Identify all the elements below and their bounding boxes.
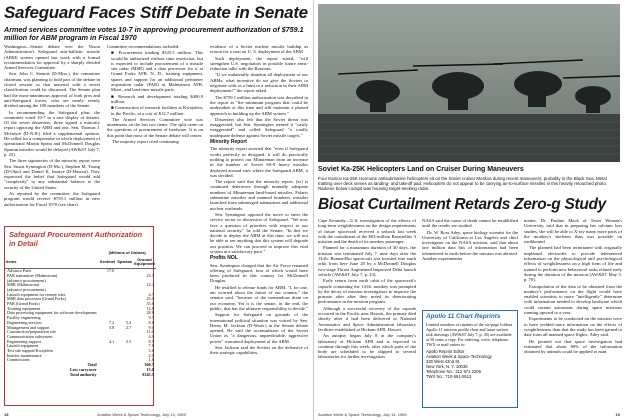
table-cell: Training equipment bbox=[7, 305, 40, 311]
right-column-1 bbox=[318, 218, 416, 408]
unit-header: (Millions of Dollars) bbox=[108, 250, 146, 255]
paragraph: As reported by the committee, the Safeguard program would receive $759.1 million in new authorization for Fiscal 1970 (see chart). bbox=[4, 191, 100, 207]
right-column-2 bbox=[422, 218, 518, 308]
table-cell: Data processing equipment for software development bbox=[7, 310, 97, 316]
table-authority-row: Total authority $345.5 bbox=[69, 371, 154, 377]
paragraph: Washington—Senate debate over the Nixon Administration's Safeguard anti-ballistic missile (ABM) system opened last week with a formal recommendation for approval by a sharply divided Armed Services Committee. bbox=[4, 44, 100, 71]
paragraph: Early return from earth orbit of the spacecraft's capsule containing the 14-lb. monkey was prompted by the decay of mission investigators to improve the primate after after they noted its deteriorating performance in the mission program. bbox=[318, 278, 416, 305]
table-cell: 9.0 bbox=[148, 324, 154, 330]
table-cell: 23.3 bbox=[146, 272, 154, 278]
paragraph: Sen. Symington charged that the Air Force renamed offering of Safeguard, four of which would have been produced in this country for McDonnell Douglas. bbox=[210, 262, 308, 284]
paragraph: Sen. John C. Stennis (D-Miss.), the committee chairman, was planning to hold part of the debate in closed session so that material with a secret classification could be discussed. The Senate plan had the most-unanimous approval of both pros and anti-Safeguard forces, who are nearly evenly divided among the 100 members of the Senate. bbox=[4, 71, 100, 109]
table-cell: 4.0 bbox=[148, 333, 154, 339]
paragraph: Sen. Jackson said the Soviets on the defensive of their strategic capabilities. bbox=[210, 345, 308, 356]
table-cell: 35.6 bbox=[146, 301, 154, 307]
table-cell: Test site support/Kwajalein bbox=[7, 348, 53, 354]
col-header-items: Items bbox=[5, 257, 99, 269]
table-cell: 2.0 bbox=[148, 352, 154, 358]
table-cell: 8.6 bbox=[148, 319, 154, 325]
right-column-3 bbox=[524, 218, 622, 408]
paragraph: Sen. Symington opposed the move to enter the service sector to discussion of Safeguard. "We now face a question of priorities with respect to our national security," he told the Senate. "In this we decide to deploy the ABM at this time, we will not be able to see anything that this system will degrade our position. We can proceed to improve this vital system at a satisfactory pace." bbox=[210, 211, 308, 254]
table-cell: 8.5 bbox=[148, 338, 154, 344]
table-cell: MSR data processor (Grand Forks) bbox=[7, 296, 66, 302]
paragraph: The planned had been terminated with originally implanted electrodes to provide telemetered information on the physiological and psychological effects of weightlessness on a high form of life and trained to perform new behavioral tasks related early during the duration of the mission (AW&ST May 5, p. 70). bbox=[524, 245, 622, 283]
table-cell: 5.4 bbox=[125, 319, 132, 325]
paragraph: Planned for a maximum duration of 30 days, the mission was terminated July 7, nine days after the 14-lb. Bonnie/Bio spacecraft was boosted into earth orbit from here June 28 by a McDonnell Douglas two-stage Thrust Augmented Improved Delta launch vehicle (AW&ST July 7, p. 23). bbox=[318, 245, 416, 277]
table-cell: 2.7 bbox=[125, 324, 132, 330]
left-column-3 bbox=[210, 44, 308, 404]
photo-caption-title: Soviet Ka-25K Helicopters Land on Cruiser During Maneuvers bbox=[318, 166, 524, 173]
table-total-row: Total 360.5 bbox=[87, 362, 154, 368]
col-header-sentinel: Sentinel bbox=[99, 257, 117, 269]
table-cell: (advance procurement) bbox=[7, 277, 46, 283]
reprint-address: Apollo Reprint Editor Aviation Week & Space Technology 330 West 42nd St. New York, N. Y. 10036 Telephone No.: 212 971 2206 TWX No.: 710-581-5513 bbox=[426, 349, 492, 379]
bullet-paragraph: ■ Procurement totaling $345.5 million. This would be authorized without time restriction, but is expected to include procurement of a missile site radar (MSR) and a data processor for it at Grand Forks AFB, N. D., training equipment, spares and support for an additional perimeter acquisition radar (PAR) at Malmstrom AFB, Mont., and lead-time missile parts. bbox=[111, 50, 203, 93]
paragraph: Although a successful recovery of the capsule occurred in the Pacific near Hawaii, the primate died shortly after it had been delivered to National Aeronautics and Space Administration laboratory facilities established at Hickam AFB, Hawaii. bbox=[318, 305, 416, 332]
right-footer bbox=[318, 412, 620, 417]
table-cell: Management and support bbox=[7, 324, 50, 330]
table-cell: Engineering services bbox=[7, 319, 42, 325]
paragraph: "If we unilaterally abandon all deployment of our ABMs, what incentive do we give the Soviets to negotiate with us a limit or a reduction in their ABM deployment?" the report asked. bbox=[210, 72, 308, 94]
table-cell: 3.8 bbox=[108, 324, 115, 330]
paragraph: Cape Kennedy—U.S. investigation of the effects of long-term weightlessness on the design requirements of future spacecraft received a setback last week with the curtailment of the $93-million Bioastellite 3 mission and the death of its monkey passenger. bbox=[318, 218, 416, 245]
helicopter-photo bbox=[318, 4, 620, 162]
paragraph: An autopsy began July 8 at the company's laboratory at Hickam AFB and is expected to continue through this week, after which parts of the body are scheduled to be shipped to several laboratories for further investigation. bbox=[318, 333, 416, 360]
minority-report-heading: Minority Report bbox=[210, 139, 247, 146]
paragraph: Dr. W. Ross Adey, space biology scientist for the University of California at Los Angeles and chief investigator on the NASA mission, said that about one million data bits of information had been telemetered to earth before the mission was aborted. Another experimenter bbox=[422, 229, 518, 262]
left-column-2 bbox=[107, 44, 203, 224]
procurement-table-box bbox=[4, 226, 154, 406]
reprint-title: Apollo 11 Chart Reprints bbox=[426, 313, 501, 320]
table-cell: PAR (Grand Forks) bbox=[7, 301, 40, 307]
subhead-safeguard: Armed services committee votes 10-7 in approving procurement authorization of $759.1 million for ABM program in Fiscal 1970 bbox=[4, 25, 304, 43]
footer-publication: Aviation Week & Space Technology, July 14, 1969 bbox=[318, 412, 407, 417]
paragraph: Dissenters also felt that the Soviet threat was exaggerated, but Sen. Symington termed it "vastly exaggerated" and called Safeguard "a totally inadequate defense against Soviet missile targets." bbox=[210, 116, 308, 138]
left-footer bbox=[4, 412, 186, 417]
paragraph: The minority report asserted that "even if Safeguard works perfectly as designed, it will do practically nothing to protect our Minuteman from an increase in the number of Soviet SS-9 heavy missiles deployed around sites where the Safeguard ABM, it was decided. bbox=[210, 146, 308, 178]
paragraph: He testified to release funds for ABM. "I, for one, am worried about the future of our country," the senator said, "because of the tremendous drain on our economy. Yet it is the senate, in the end, the public, that has the ultimate responsibility to decide." bbox=[210, 284, 308, 311]
table-cell: 1.6 bbox=[148, 357, 154, 363]
profits-heading: Profits NOL bbox=[210, 255, 238, 262]
paragraph: He pointed out that space investigators had estimated that about 80% of the information obtained by animals could be applied to man. bbox=[524, 338, 622, 355]
reprint-box bbox=[422, 310, 518, 408]
paragraph: matter, Dr. Pauline Mack of Texas Woman's University, said that in preparing her calcium loss studies, she will be able to X-ray many more parts of the monkey's skeleton than was possible on earthbound. bbox=[524, 218, 622, 245]
paragraph: evidence of a Soviet nuclear missile buildup as reason for a start on U. S. deployment of the ABM. bbox=[210, 44, 308, 55]
table-cell: 7.2 bbox=[108, 319, 115, 325]
paragraph: Such deployment, the report stated, "will strengthen U.S. negotiators in possible future arms-reduction talks with the Russians. bbox=[210, 55, 308, 72]
paragraph: NASA said the cause of death cannot be established until the results are studied. bbox=[422, 218, 518, 229]
table-cell: PAR transmitter (Malmstrom) bbox=[7, 272, 58, 278]
table-cell: 9.7 bbox=[148, 315, 154, 321]
table-cell: Launch equipment for remote sites bbox=[7, 291, 66, 297]
table-cell: 12.8 bbox=[146, 305, 154, 311]
table-cell: Construction/preparation site bbox=[7, 329, 56, 335]
paragraph: Support for Safeguard on grounds of the international political situation was voiced by Sen. Henry M. Jackson (D-Wash.) in the Senate debate opened. He said the accumulation of the Soviet Union as "a dangerous, unpredictable, aggressive power" warranted deployment of the ABM. bbox=[210, 312, 308, 344]
paragraph: Committee recommendations included: bbox=[107, 44, 180, 49]
table-cell: (advance procurement) bbox=[7, 286, 46, 292]
paragraph: The $759.1 million authorization was described in the report as "the minimum program that could be undertaken at this time and still maintain a phased approach to building up the ABM system." bbox=[210, 94, 308, 116]
headline-safeguard: Safeguard Faces Stiff Debate in Senate bbox=[4, 3, 308, 22]
bullet-paragraph: ■ Construction of research facilities at Kwajalein, in the Pacific, at a cost of $12.7 million. bbox=[111, 105, 203, 116]
table-cell: Facility engineering bbox=[7, 315, 41, 321]
paragraph: Experiments to be conducted on the mission were to have yielded more information on the effects of weightlessness than that the study has been gained to date from all manned space flights, Adey said. bbox=[524, 316, 622, 338]
footer-publication: Aviation Week & Space Technology, July 14, 1969 bbox=[97, 412, 186, 417]
table-cell: Launch equipment bbox=[7, 343, 39, 349]
table-less-row: Less carryover 15.0 bbox=[70, 366, 154, 372]
table-title: Safeguard Procurement Authorization in Detail bbox=[9, 230, 143, 248]
paragraph: In recommending the Safeguard plan, the committee voted 10-7 in a rare display of dissent. Of the seven dissenters, three signed a minority report opposing the ABM and one, Sen. Thomas J. McIntyre (D-N.H.) filed a supplemental opinion. He called for a compromise in which deployment of operational Martin Sprint and McDonnell Douglas Spartan missiles would be delayed (AW&ST July 7, p. 25). bbox=[4, 109, 100, 157]
table-cell: 12.4 bbox=[146, 282, 154, 288]
headline-biosat: Biosat Curtailment Retards Zero-g Study bbox=[318, 196, 607, 213]
table-cell: MSR (Malmstrom) bbox=[7, 282, 40, 288]
col-header-spartan: Spartan bbox=[116, 257, 133, 269]
table-cell: 4.1 bbox=[108, 338, 115, 344]
table-cell: 3.6 bbox=[148, 348, 154, 354]
paragraph: Extrapolation of the data to be obtained from the monkey's performance on the flight would have enabled scientists to more "intelligently" determine with information needed to develop hardware which could sustain astronauts during space missions running upward to a year. bbox=[524, 283, 622, 316]
table-cell: Advance Parts bbox=[7, 268, 32, 274]
paragraph: The report said that the minority report, [as] is continued deterrence through mutually adequate numbers of Minuteman land-based missiles, Polaris submarine missiles and manned bombers, missiles launched from submerged submarines and additional nuclear warheads. bbox=[210, 179, 308, 211]
table-cell: 17.0 bbox=[106, 268, 115, 274]
paragraph: The majority report cited continuing bbox=[112, 139, 179, 145]
table-cell: 11.6 bbox=[146, 329, 154, 335]
bullet-paragraph: ■ Research and development totaling $400.9 million. bbox=[111, 93, 203, 104]
table-cell: 3.3 bbox=[125, 338, 132, 344]
helicopter-photo-image bbox=[318, 4, 620, 162]
table-cell: Engineering support bbox=[7, 338, 42, 344]
col-header-ground: Ground Equipment bbox=[133, 257, 156, 269]
left-column-1 bbox=[4, 44, 100, 208]
paragraph: The Armed Services Committee vote was unanimous on the last two items. The split came on the questions of procurement of hardware. It is on this point that most of the Senate debate will center. bbox=[107, 116, 203, 138]
table-body bbox=[5, 269, 156, 364]
photo-caption-text: Four Kamov Ka-25K Hormone antisubmarine helicopters sit on the Soviet cruiser Moskva during recent maneuvers, probably in the Black Sea. Metal matting over deck serves as landing- and takeoff pad. Helicopters do not appear to be carrying air-to-surface missiles in this heavily retouched photo. Radome below cockpit was housing target-seeking radar. bbox=[318, 176, 608, 192]
table-cell: Interior maintenance bbox=[7, 352, 42, 358]
procurement-table bbox=[5, 250, 156, 377]
table-cell: Commissions bbox=[7, 357, 30, 363]
paragraph: The three signatories of the minority report were Sen. Stuart Symington (D-Mo.), Stephen M. Young (D-Ohio) and Daniel K. Inouye (D-Hawaii). They expressed the belief that Safeguard would add "complexity" to any substantial balance to the security of the United States. bbox=[4, 158, 100, 190]
table-cell: Communication subsystem bbox=[7, 333, 53, 339]
table-cell: 7.6 bbox=[148, 343, 154, 349]
page-number: 18 bbox=[4, 412, 9, 417]
page-number: 19 bbox=[615, 412, 620, 417]
table-cell: 4.7 bbox=[148, 291, 154, 297]
reprint-body: Limited numbers of reprints of the six-page foldout Apollo 11 mission profile chart and lunar surface task drawings (AW&ST July 7, p. 45) are available at 50 cents a copy. For ordering, write, telephone, TWX or mail orders to: bbox=[426, 322, 513, 347]
right-page bbox=[313, 0, 626, 420]
table-cell: 28.8 bbox=[146, 310, 154, 316]
table-cell: 25.0 bbox=[146, 296, 154, 302]
